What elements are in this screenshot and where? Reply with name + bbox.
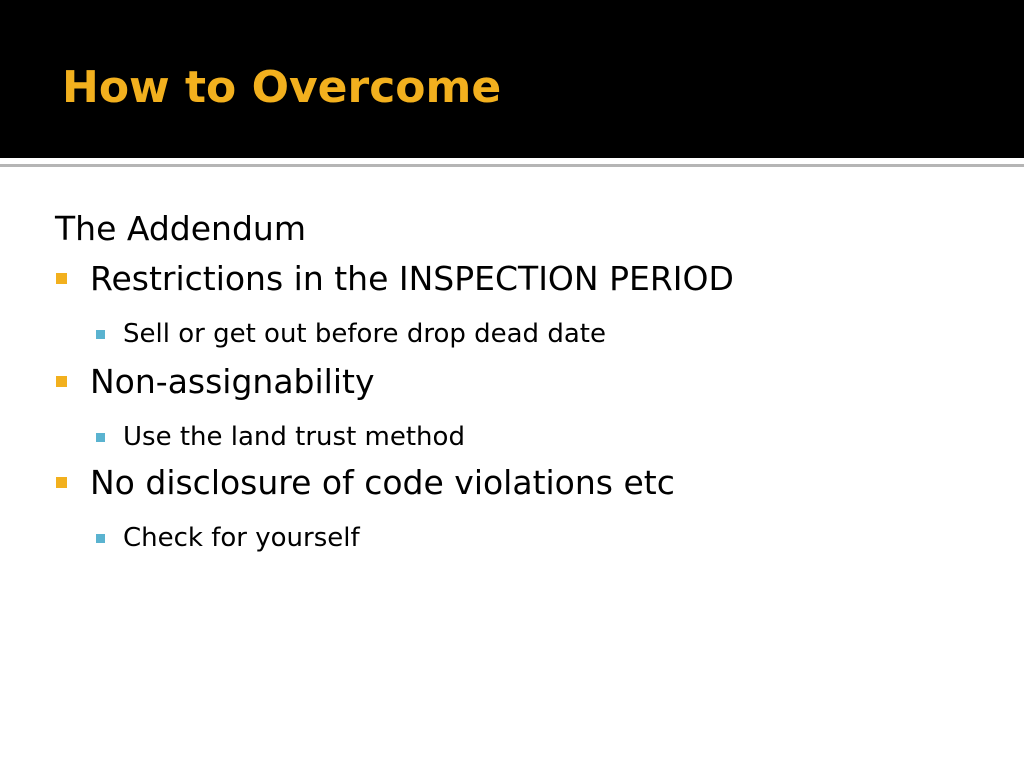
- square-bullet-icon: [96, 433, 105, 442]
- title-divider-line: [0, 164, 1024, 167]
- square-bullet-icon: [96, 534, 105, 543]
- square-bullet-icon: [56, 376, 67, 387]
- sub-bullet-item-label: Check for yourself: [123, 523, 360, 553]
- bullet-item-label: No disclosure of code violations etc: [90, 463, 675, 502]
- square-bullet-icon: [56, 477, 67, 488]
- slide-title: How to Overcome: [62, 62, 502, 113]
- sub-bullet-item-label: Sell or get out before drop dead date: [123, 319, 606, 349]
- intro-text: The Addendum: [55, 209, 306, 248]
- title-bar: [0, 0, 1024, 158]
- square-bullet-icon: [56, 273, 67, 284]
- sub-bullet-item-label: Use the land trust method: [123, 422, 465, 452]
- bullet-item-label: Non-assignability: [90, 362, 375, 401]
- square-bullet-icon: [96, 330, 105, 339]
- bullet-item-label: Restrictions in the INSPECTION PERIOD: [90, 259, 734, 298]
